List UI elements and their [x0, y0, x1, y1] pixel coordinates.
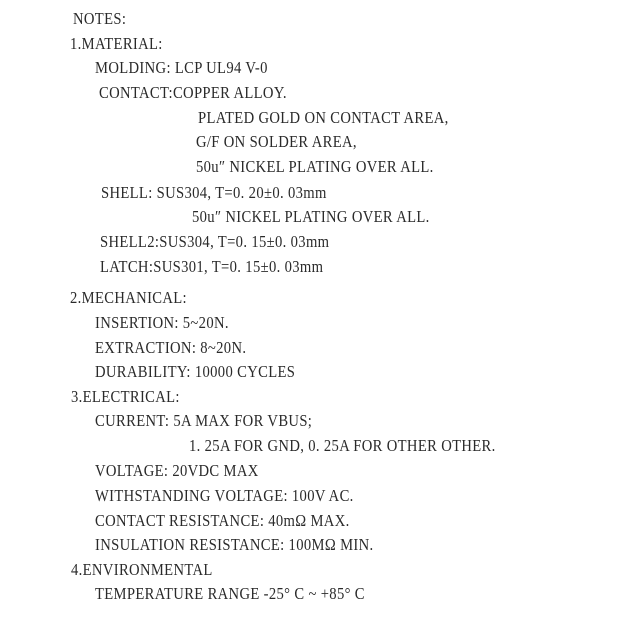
durability-spec: DURABILITY: 10000 CYCLES [95, 362, 296, 381]
temperature-range-spec: TEMPERATURE RANGE -25° C ~ +85° C [95, 584, 365, 603]
shell-plating-nickel: 50u″ NICKEL PLATING OVER ALL. [192, 207, 430, 226]
current-spec-continued: 1. 25A FOR GND, 0. 25A FOR OTHER OTHER. [189, 436, 496, 455]
section-heading-environmental: 4.ENVIRONMENTAL [71, 560, 213, 579]
extraction-spec: EXTRACTION: 8~20N. [95, 338, 247, 357]
current-spec: CURRENT: 5A MAX FOR VBUS; [95, 411, 313, 430]
section-heading-electrical: 3.ELECTRICAL: [71, 387, 180, 406]
shell2-spec: SHELL2:SUS304, T=0. 15±0. 03mm [100, 232, 330, 251]
contact-plating-solder: G/F ON SOLDER AREA, [196, 132, 357, 151]
contact-plating-nickel: 50u″ NICKEL PLATING OVER ALL. [196, 157, 434, 176]
shell-spec: SHELL: SUS304, T=0. 20±0. 03mm [101, 183, 327, 202]
latch-spec: LATCH:SUS301, T=0. 15±0. 03mm [100, 257, 324, 276]
voltage-spec: VOLTAGE: 20VDC MAX [95, 461, 259, 480]
section-heading-mechanical: 2.MECHANICAL: [70, 288, 187, 307]
notes-title: NOTES: [73, 9, 127, 28]
molding-spec: MOLDING: LCP UL94 V-0 [95, 58, 268, 77]
insertion-spec: INSERTION: 5~20N. [95, 313, 229, 332]
contact-resistance-spec: CONTACT RESISTANCE: 40mΩ MAX. [95, 511, 350, 530]
insulation-resistance-spec: INSULATION RESISTANCE: 100MΩ MIN. [95, 535, 374, 554]
section-heading-material: 1.MATERIAL: [70, 34, 163, 53]
contact-spec: CONTACT:COPPER ALLOY. [99, 83, 287, 102]
contact-plating-gold: PLATED GOLD ON CONTACT AREA, [198, 108, 449, 127]
withstanding-voltage-spec: WITHSTANDING VOLTAGE: 100V AC. [95, 486, 354, 505]
